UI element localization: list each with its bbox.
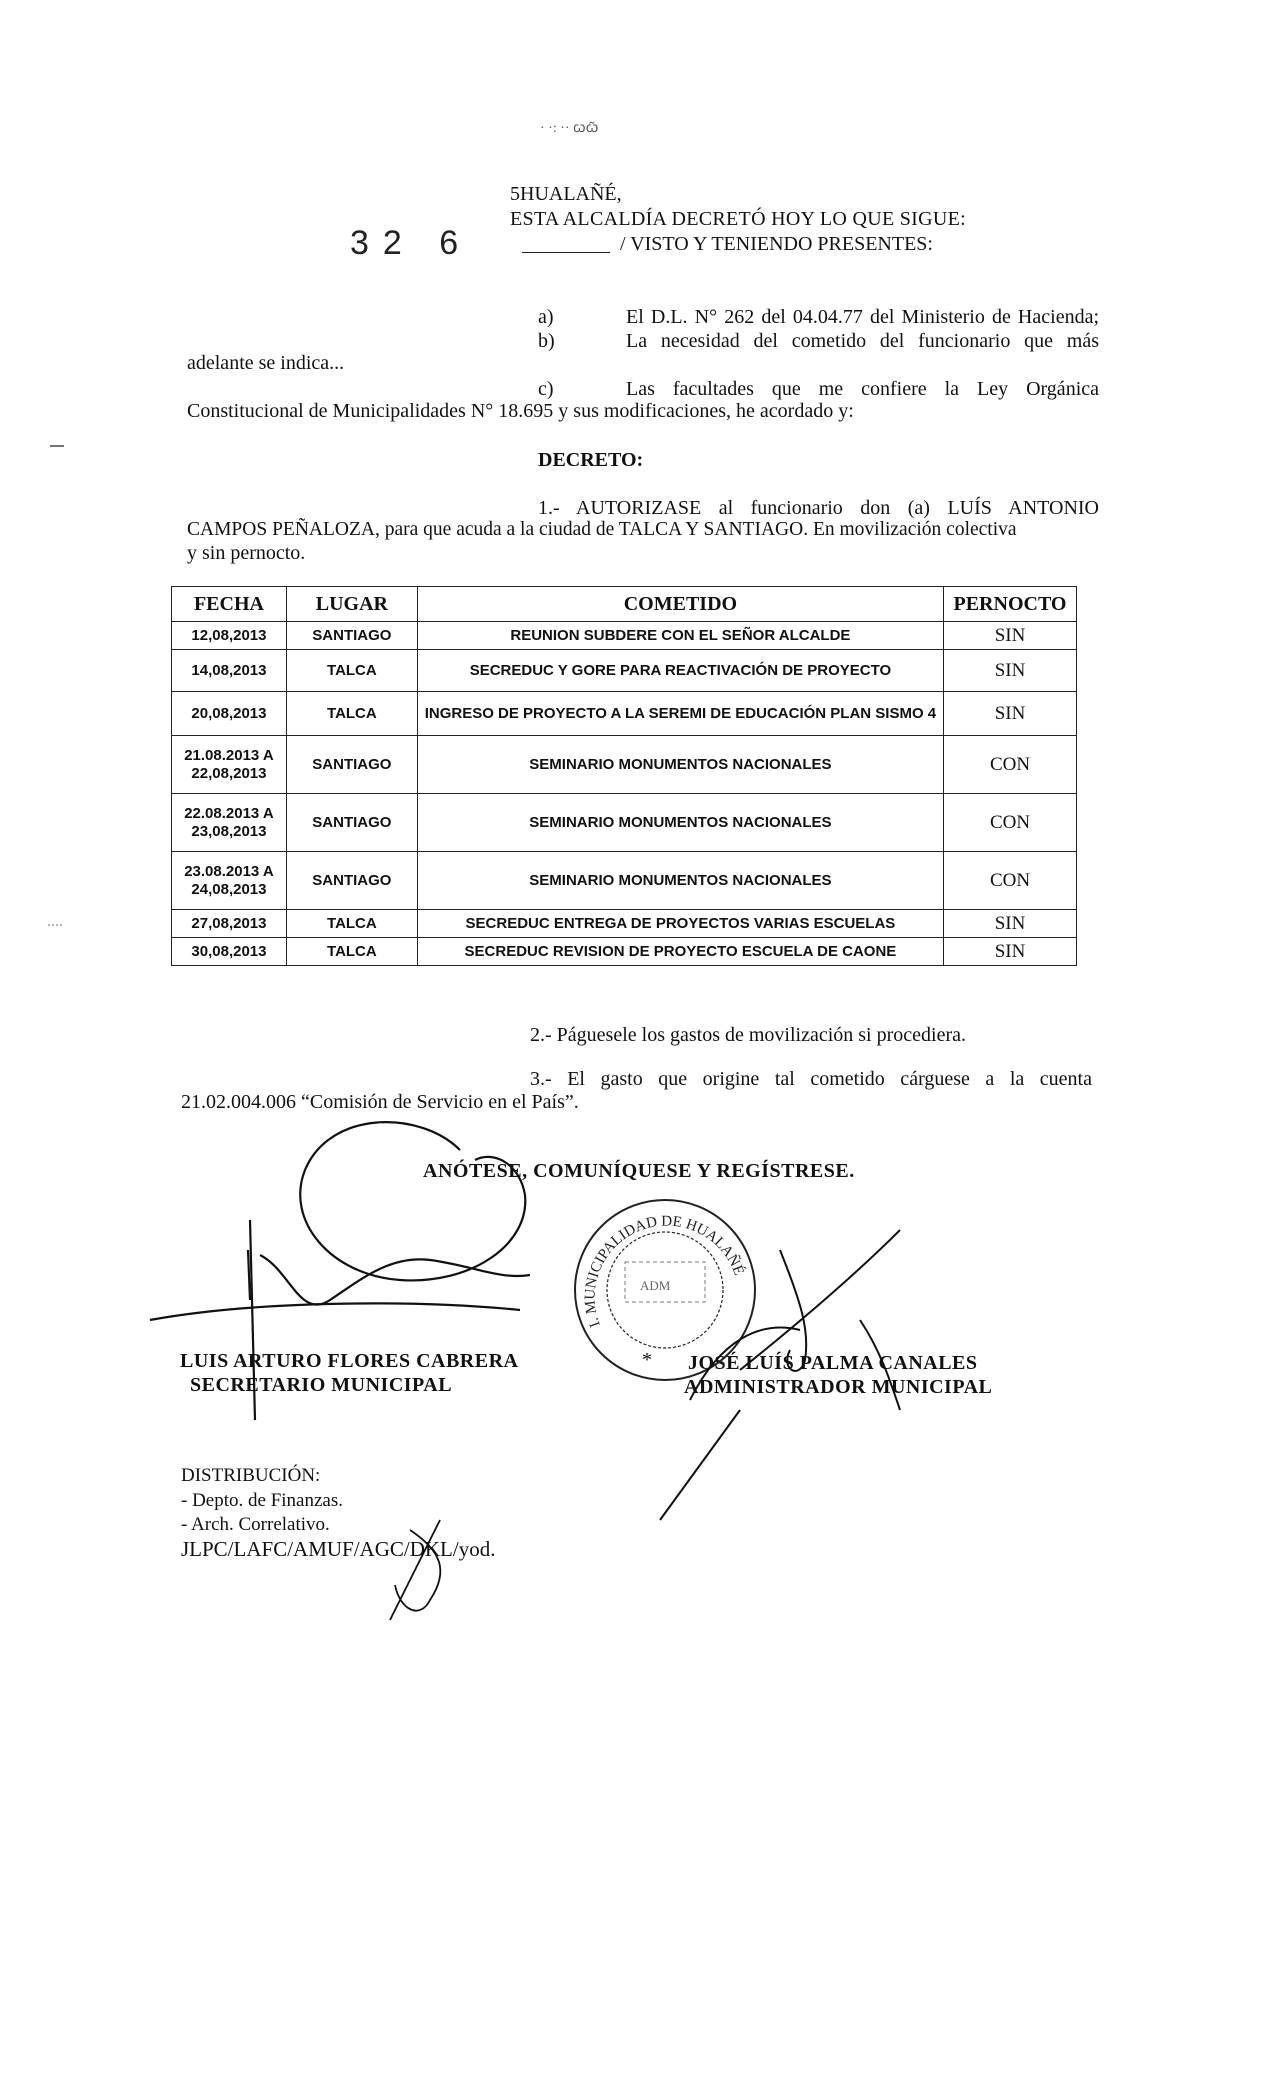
cell-cometido: SECREDUC ENTREGA DE PROYECTOS VARIAS ESCUELAS	[417, 910, 943, 938]
consideration-a-text: El D.L. N° 262 del 04.04.77 del Ministerio de Hacienda;	[626, 306, 1099, 328]
svg-text:ADM: ADM	[640, 1278, 671, 1293]
col-header-pernocto: PERNOCTO	[944, 587, 1077, 622]
consideration-b-text: La necesidad del cometido del funcionario que más	[626, 330, 1099, 352]
article1-line1: 1.- AUTORIZASE al funcionario don (a) LUÍS ANTONIO	[538, 497, 1099, 519]
cell-pernocto: SIN	[944, 692, 1077, 736]
cell-cometido: SECREDUC REVISION DE PROYECTO ESCUELA DE CAONE	[417, 938, 943, 966]
cell-cometido: SEMINARIO MONUMENTOS NACIONALES	[417, 852, 943, 910]
cell-fecha: 20,08,2013	[172, 692, 287, 736]
cell-pernocto: SIN	[944, 938, 1077, 966]
cell-pernocto: CON	[944, 794, 1077, 852]
cell-fecha: 14,08,2013	[172, 650, 287, 692]
cell-lugar: SANTIAGO	[286, 622, 417, 650]
svg-text:I. MUNICIPALIDAD DE HUALAÑÉ	[582, 1214, 747, 1330]
consideration-c-text: Las facultades que me confiere la Ley Orgánica	[626, 378, 1099, 400]
left-handwritten-signature	[150, 1122, 530, 1420]
cell-cometido: INGRESO DE PROYECTO A LA SEREMI DE EDUCACIÓN PLAN SISMO 4	[417, 692, 943, 736]
cell-cometido: SEMINARIO MONUMENTOS NACIONALES	[417, 736, 943, 794]
left-signatory-title: SECRETARIO MUNICIPAL	[190, 1374, 453, 1396]
seal-asterisk: *	[642, 1349, 652, 1371]
distribution-title: DISTRIBUCIÓN:	[181, 1465, 321, 1486]
cell-fecha: 27,08,2013	[172, 910, 287, 938]
cell-lugar: TALCA	[286, 910, 417, 938]
cell-lugar: TALCA	[286, 938, 417, 966]
distribution-item: - Arch. Correlativo.	[181, 1514, 330, 1535]
municipal-seal	[575, 1200, 755, 1380]
left-signatory-name: LUIS ARTURO FLORES CABRERA	[180, 1350, 519, 1372]
cell-pernocto: SIN	[944, 622, 1077, 650]
col-header-lugar: LUGAR	[286, 587, 417, 622]
decree-intro: ESTA ALCALDÍA DECRETÓ HOY LO QUE SIGUE:	[510, 208, 967, 230]
consideration-c-letter: c)	[538, 378, 554, 400]
cell-cometido: SECREDUC Y GORE PARA REACTIVACIÓN DE PROYECTO	[417, 650, 943, 692]
cell-fecha: 22.08.2013 A 23,08,2013	[172, 794, 287, 852]
visto-line: / VISTO Y TENIENDO PRESENTES:	[620, 233, 933, 255]
cell-pernocto: CON	[944, 736, 1077, 794]
initials-scribble	[390, 1520, 440, 1620]
article2: 2.- Páguesele los gastos de movilización si procediera.	[530, 1024, 966, 1046]
cell-cometido: REUNION SUBDERE CON EL SEÑOR ALCALDE	[417, 622, 943, 650]
col-header-cometido: COMETIDO	[417, 587, 943, 622]
cell-fecha: 21.08.2013 A 22,08,2013	[172, 736, 287, 794]
decreto-title: DECRETO:	[538, 449, 644, 471]
cell-lugar: SANTIAGO	[286, 794, 417, 852]
cell-lugar: TALCA	[286, 692, 417, 736]
cell-lugar: TALCA	[286, 650, 417, 692]
closing-formula: ANÓTESE, COMUNÍQUESE Y REGÍSTRESE.	[423, 1160, 855, 1182]
distribution-item: - Depto. de Finanzas.	[181, 1490, 343, 1511]
decree-number: 32 6	[350, 224, 473, 262]
cell-pernocto: SIN	[944, 910, 1077, 938]
cell-fecha: 30,08,2013	[172, 938, 287, 966]
consideration-a-letter: a)	[538, 306, 554, 328]
col-header-fecha: FECHA	[172, 587, 287, 622]
scan-marks: · ·: ·· ꞷꞷ̃	[540, 121, 599, 136]
cell-lugar: SANTIAGO	[286, 736, 417, 794]
right-signatory-title: ADMINISTRADOR MUNICIPAL	[684, 1376, 993, 1398]
article3-line1: 3.- El gasto que origine tal cometido cárguese a la cuenta	[530, 1068, 1092, 1090]
article1-line2: CAMPOS PEÑALOZA, para que acuda a la ciudad de TALCA Y SANTIAGO. En movilización colectiva	[187, 519, 1017, 540]
distribution-initials: JLPC/LAFC/AMUF/AGC/DKL/yod.	[181, 1537, 496, 1561]
cell-lugar: SANTIAGO	[286, 852, 417, 910]
article3-line2: 21.02.004.006 “Comisión de Servicio en el País”.	[181, 1091, 579, 1113]
cell-pernocto: SIN	[944, 650, 1077, 692]
consideration-c-cont: Constitucional de Municipalidades N° 18.695 y sus modificaciones, he acordado y:	[187, 400, 854, 422]
seal-lettering: I. MUNICIPALIDAD DE HUALAÑÉ	[582, 1213, 747, 1330]
right-signatory-name: JOSÉ LUÍS PALMA CANALES	[688, 1352, 978, 1374]
cell-fecha: 23.08.2013 A 24,08,2013	[172, 852, 287, 910]
consideration-b-letter: b)	[538, 330, 555, 352]
place-heading: 5HUALAÑÉ,	[510, 183, 622, 205]
cell-fecha: 12,08,2013	[172, 622, 287, 650]
consideration-b-cont: adelante se indica...	[187, 352, 345, 374]
cell-pernocto: CON	[944, 852, 1077, 910]
cell-cometido: SEMINARIO MONUMENTOS NACIONALES	[417, 794, 943, 852]
article1-line3: y sin pernocto.	[187, 542, 306, 564]
